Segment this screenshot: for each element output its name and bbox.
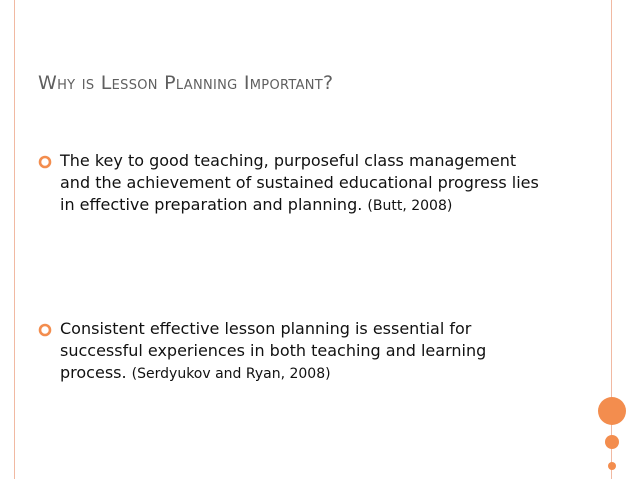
slide-title: Why is Lesson Planning Important? [38,72,334,94]
ring-bullet-icon [38,155,52,169]
bullet-body: Consistent effective lesson planning is essential for successful experiences in both teaching and learning process. [60,319,487,382]
bullet-text [60,150,550,217]
ring-bullet-icon [38,323,52,337]
bullet-body: The key to good teaching, purposeful class management and the achievement of sustained educational progress lies in effective preparation and planning. [60,151,539,214]
orange-circle-icon [608,462,616,470]
orange-circle-icon [598,397,626,425]
orange-circle-icon [605,435,619,449]
bullet-text [60,318,550,385]
slide-border-left [14,0,15,479]
bullet-citation: (Butt, 2008) [367,198,453,214]
bullet-citation: (Serdyukov and Ryan, 2008) [131,366,331,382]
